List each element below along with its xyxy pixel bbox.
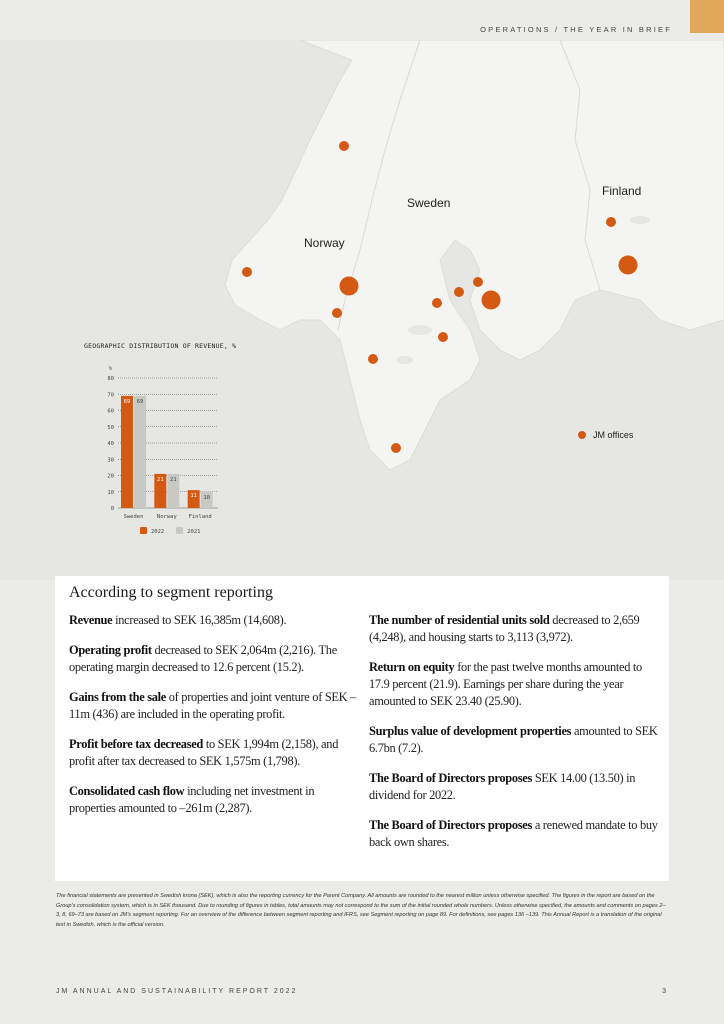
y-tick-label: 0 [110, 506, 114, 512]
x-tick-label: Sweden [123, 514, 144, 520]
office-dot [438, 332, 448, 342]
corner-tab [690, 0, 724, 33]
right-item-text: a renewed mandate to buy back own shares. [369, 818, 658, 849]
office-dot [619, 256, 638, 275]
left-item-bold: Gains from the sale [69, 690, 166, 704]
section-header: OPERATIONS / THE YEAR IN BRIEF [480, 25, 672, 34]
office-dot [391, 443, 401, 453]
segment-left-column [69, 612, 359, 830]
right-item-bold: The Board of Directors proposes [369, 771, 533, 785]
label-norway: Norway [304, 236, 345, 250]
right-item [369, 723, 659, 757]
legend-2021 [176, 527, 200, 535]
y-tick-label: 60 [107, 408, 114, 415]
bar-value-label: 69 [136, 398, 144, 405]
office-dot [454, 287, 464, 297]
bar-value-label: 69 [123, 398, 131, 405]
right-item-text: decreased to 2,659 (4,248), and housing starts to 3,113 (3,972). [369, 613, 640, 644]
left-item-text: to SEK 1,994m (2,158), and profit after tax decreased to SEK 1,575m (1,798). [69, 737, 339, 768]
offices-legend [578, 430, 633, 440]
y-axis-label: % [108, 366, 112, 372]
left-item-bold: Operating profit [69, 643, 152, 657]
right-item-text: for the past twelve months amounted to 17.9 percent (21.9). Earnings per share during the year amounted to SEK 23.40 (25.90). [369, 660, 642, 708]
y-tick-label: 20 [107, 473, 114, 480]
office-dot [368, 354, 378, 364]
office-dot [482, 291, 501, 310]
left-item-text: increased to SEK 16,385m (14,608). [112, 613, 287, 627]
legend-2022 [140, 527, 164, 535]
bar-sweden-2022 [121, 396, 133, 508]
left-item-bold: Profit before tax decreased [69, 737, 204, 751]
y-tick-label: 40 [107, 441, 114, 447]
label-sweden: Sweden [407, 196, 451, 210]
right-item [369, 817, 659, 851]
office-dot [473, 277, 483, 287]
y-tick-label: 80 [107, 376, 114, 382]
segment-right-column [369, 612, 659, 864]
y-tick-label: 50 [107, 424, 114, 431]
chart-title: GEOGRAPHIC DISTRIBUTION OF REVENUE, % [84, 342, 237, 350]
y-tick-label: 30 [107, 457, 114, 464]
legend-label-2021: 2021 [187, 529, 201, 535]
office-dot [242, 267, 252, 277]
left-item [69, 736, 359, 770]
footer-title: JM ANNUAL AND SUSTAINABILITY REPORT 2022 [56, 988, 298, 995]
right-item [369, 612, 659, 646]
right-item-bold: Return on equity [369, 660, 455, 674]
revenue-bar-chart [100, 360, 230, 540]
right-item-text: SEK 14.00 (13.50) in dividend for 2022. [369, 771, 636, 802]
left-item-text: including net investment in properties amounted to –261m (2,287). [69, 784, 315, 815]
right-item [369, 770, 659, 804]
y-tick-label: 70 [107, 392, 114, 399]
right-item-text: amounted to SEK 6.7bn (7.2). [369, 724, 658, 755]
page-number: 3 [662, 988, 666, 995]
chart-legend [140, 527, 201, 535]
office-dot [340, 277, 359, 296]
office-dot [332, 308, 342, 318]
left-item-bold: Consolidated cash flow [69, 784, 185, 798]
bar-value-label: 11 [190, 493, 197, 500]
x-tick-label: Norway [156, 514, 177, 520]
footnote: The financial statements are presented in Swedish krona (SEK), which is also the reporting currency for the Parent Company. All amounts are rounded to the nearest million unless otherwise specified. The figures in the report are based on the Group's consolidation system, which is in SEK thousand. Due to rounding of figures in tables, total amounts may not correspond to the sum of the initial rounded whole numbers. Unless otherwise specified, the amounts and comments on pages 2–3, 8, 69–73 are based on JM's segment reporting. For an overview of the difference between segment reporting and IFRS, see Segment reporting on page 89. For definitions, see pages 136 –139. This Annual Report is a translation of the original text in Swedish, which is the official version. [56, 893, 666, 928]
left-item-text: of properties and joint venture of SEK –11m (436) are included in the operating profit. [69, 690, 357, 721]
segment-reporting-box [55, 576, 669, 881]
x-tick-label: Finland [188, 514, 212, 520]
label-finland: Finland [602, 184, 642, 198]
left-item-bold: Revenue [69, 613, 113, 627]
left-item [69, 612, 359, 629]
right-item [369, 659, 659, 710]
office-legend-dot [578, 431, 586, 439]
bar-sweden-2021 [134, 396, 146, 508]
legend-swatch-2022 [140, 527, 147, 534]
offices-legend-label: JM offices [593, 430, 634, 440]
left-item [69, 783, 359, 817]
bar-value-label: 21 [157, 476, 164, 483]
segment-heading: According to segment reporting [69, 584, 273, 601]
legend-swatch-2021 [176, 527, 183, 534]
left-item [69, 689, 359, 723]
bar-value-label: 10 [203, 494, 210, 501]
left-item [69, 642, 359, 676]
bar-value-label: 21 [170, 476, 177, 483]
left-item-text: decreased to SEK 2,064m (2,216). The operating margin decreased to 12.6 percent (15.2). [69, 643, 337, 674]
office-dot [339, 141, 349, 151]
office-dot [606, 217, 616, 227]
right-item-bold: The number of residential units sold [369, 613, 550, 627]
right-item-bold: Surplus value of development properties [369, 724, 572, 738]
office-dot [432, 298, 442, 308]
right-item-bold: The Board of Directors proposes [369, 818, 533, 832]
legend-label-2022: 2022 [151, 529, 165, 535]
y-tick-label: 10 [107, 489, 114, 496]
